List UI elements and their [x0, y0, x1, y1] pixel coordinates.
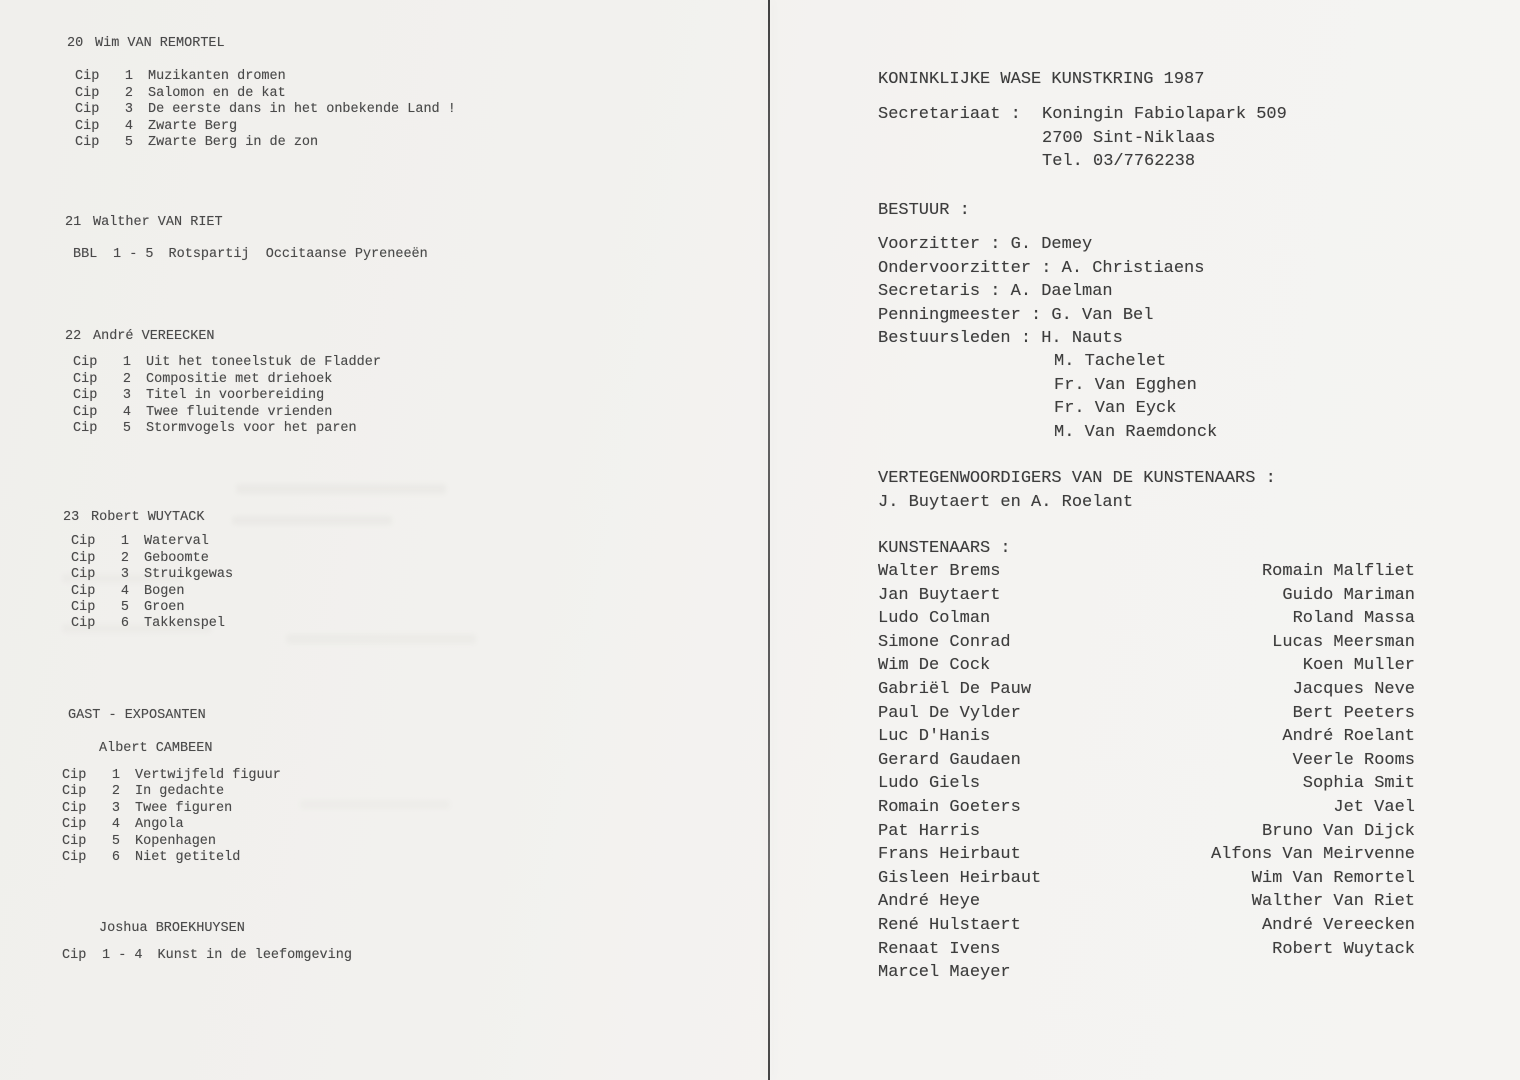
work-number: 1	[122, 355, 131, 371]
artists-columns	[878, 560, 1415, 985]
work-title: Muzikanten dromen	[148, 69, 286, 85]
bleed-through-smudge	[300, 800, 450, 809]
representatives-names: J. Buytaert en A. Roelant	[878, 493, 1134, 512]
artists-column-right	[1211, 560, 1415, 985]
secretariat-address-line: 2700 Sint-Niklaas	[1042, 128, 1216, 148]
work-number: 2	[120, 550, 129, 566]
work-code: Cip	[62, 948, 87, 963]
artist-number: 23	[63, 510, 80, 525]
work-title: Kunst in de leefomgeving	[157, 948, 352, 963]
work-code: Cip	[75, 85, 100, 101]
artist-section-22	[62, 329, 381, 437]
work-code: Cip	[71, 600, 96, 616]
work-row	[75, 135, 456, 151]
work-code: Cip	[71, 616, 96, 632]
board-member-line: Voorzitter : G. Demey	[878, 235, 1093, 254]
work-number: 1 - 4	[102, 948, 143, 963]
work-code: Cip	[75, 135, 100, 151]
bleed-through-smudge	[286, 634, 476, 644]
work-title: Zwarte Berg	[148, 118, 238, 134]
artist-name: Paul De Vylder	[878, 703, 1021, 723]
artist-name: Luc D'Hanis	[878, 727, 991, 747]
board-member-line: M. Van Raemdonck	[1054, 422, 1218, 442]
artist-name: Gabriël De Pauw	[878, 679, 1032, 699]
work-row	[62, 801, 281, 817]
artist-name: Simone Conrad	[878, 632, 1011, 652]
work-number: 3	[122, 388, 131, 404]
artist-name: Wim De Cock	[878, 656, 991, 676]
work-number: 1	[111, 768, 120, 783]
secretariat-label: Secretariaat :	[878, 105, 1021, 124]
artist-section-20	[64, 36, 456, 151]
artist-name: Frans Heirbaut	[878, 845, 1021, 865]
artist-name: Walter Brems	[878, 562, 1001, 581]
work-title: Struikgewas	[144, 567, 234, 583]
work-row	[73, 405, 381, 421]
work-code: BBL	[73, 247, 98, 263]
artist-section-heading	[67, 36, 456, 52]
work-title: Kopenhagen	[135, 833, 217, 849]
secretariat-address	[1042, 103, 1287, 174]
board-list	[878, 233, 1204, 351]
work-number: 2	[111, 784, 120, 800]
work-code: Cip	[73, 421, 98, 437]
work-row	[62, 948, 352, 964]
work-title: Uit het toneelstuk de Fladder	[146, 355, 381, 371]
board-member-line: M. Tachelet	[1054, 352, 1167, 371]
artist-name: Bruno Van Dijck	[1261, 821, 1415, 841]
work-code: Cip	[62, 833, 87, 849]
board-member-line: Fr. Van Egghen	[1054, 375, 1197, 395]
work-row	[75, 69, 456, 85]
artist-name: Alfons Van Meirvenne	[1210, 845, 1415, 865]
artist-name: Jacques Neve	[1292, 679, 1415, 699]
artist-name: Robert Wuytack	[1272, 939, 1415, 959]
artists-header: KUNSTENAARS :	[878, 539, 1011, 558]
work-title: Waterval	[144, 534, 209, 550]
artist-number: 22	[65, 329, 82, 344]
work-number: 3	[111, 800, 120, 816]
guest-artist-name: Albert CAMBEEN	[99, 741, 213, 756]
right-page	[770, 0, 1520, 1080]
work-title: Vertwijfeld figuur	[135, 768, 281, 783]
work-code: Cip	[71, 550, 96, 566]
artist-name: Lucas Meersman	[1272, 632, 1415, 652]
artist-name: Pat Harris	[878, 821, 981, 841]
work-title: Twee figuren	[135, 800, 233, 816]
work-title: Compositie met driehoek	[146, 371, 333, 387]
work-row	[62, 850, 281, 866]
work-title: Stormvogels voor het paren	[146, 421, 357, 437]
work-title: Angola	[135, 817, 184, 833]
artist-name: Sophia Smit	[1302, 774, 1415, 794]
board-member-line: Ondervoorzitter : A. Christiaens	[878, 258, 1205, 278]
work-code: Cip	[62, 800, 87, 816]
work-row	[75, 86, 456, 102]
work-number: 1 - 5	[113, 247, 154, 263]
work-row	[73, 247, 428, 263]
work-number: 1	[124, 69, 133, 85]
work-code: Cip	[75, 102, 100, 118]
artist-name: Veerle Rooms	[1292, 750, 1415, 770]
board-member-line: Penningmeester : G. Van Bel	[878, 305, 1154, 325]
bleed-through-smudge	[62, 624, 212, 633]
artist-name: Walther VAN RIET	[93, 215, 223, 230]
works-list	[75, 69, 456, 151]
artist-name: Roland Massa	[1292, 609, 1415, 629]
artist-name: André VEREECKEN	[93, 329, 215, 344]
board-member-line: Fr. Van Eyck	[1054, 399, 1177, 419]
artist-name: Robert WUYTACK	[91, 510, 205, 525]
artist-section-heading	[65, 215, 428, 231]
artist-name: Romain Goeters	[878, 797, 1021, 817]
artist-name: Gisleen Heirbaut	[878, 868, 1042, 888]
work-number: 2	[124, 85, 133, 101]
secretariat-block	[878, 103, 1287, 174]
work-code: Cip	[71, 583, 96, 599]
work-code: Cip	[62, 850, 87, 866]
work-number: 4	[120, 583, 129, 599]
work-title: Salomon en de kat	[148, 85, 286, 101]
artist-number: 20	[67, 36, 84, 51]
work-title: Titel in voorbereiding	[146, 388, 325, 404]
work-row	[71, 534, 233, 550]
work-row	[71, 600, 233, 616]
artist-number: 21	[65, 215, 82, 230]
work-code: Cip	[62, 784, 87, 800]
works-list	[73, 355, 381, 437]
work-row	[75, 102, 456, 118]
bleed-through-smudge	[236, 484, 446, 494]
artist-name: Jet Vael	[1333, 797, 1415, 817]
artist-name: Ludo Colman	[878, 609, 991, 629]
board-member-line: Bestuursleden : H. Nauts	[878, 329, 1123, 349]
work-code: Cip	[71, 567, 96, 583]
work-row	[73, 355, 381, 371]
work-number: 4	[111, 817, 120, 833]
works-list	[62, 768, 281, 866]
work-title: Takkenspel	[144, 616, 226, 632]
work-row	[73, 372, 381, 388]
work-number: 3	[120, 567, 129, 583]
artist-section-23	[60, 510, 233, 633]
work-title: Twee fluitende vrienden	[146, 404, 333, 420]
work-number: 5	[124, 135, 133, 151]
artist-section-21	[62, 215, 428, 264]
work-code: Cip	[75, 69, 100, 85]
work-row	[73, 388, 381, 404]
bleed-through-smudge	[62, 574, 182, 583]
artist-name: Wim VAN REMORTEL	[95, 36, 225, 51]
artist-name: Koen Muller	[1302, 656, 1415, 676]
work-code: Cip	[62, 768, 87, 783]
artists-column-left	[878, 560, 1041, 985]
work-title: Zwarte Berg in de zon	[148, 135, 319, 151]
artist-name: André Vereecken	[1261, 915, 1415, 935]
work-code: Cip	[75, 118, 100, 134]
artist-name: Marcel Maeyer	[878, 963, 1011, 983]
work-code: Cip	[73, 404, 98, 420]
work-code: Cip	[73, 371, 98, 387]
work-number: 5	[111, 833, 120, 849]
board-header: BESTUUR :	[878, 201, 970, 220]
representatives-header: VERTEGENWOORDIGERS VAN DE KUNSTENAARS :	[878, 469, 1276, 488]
work-row	[73, 421, 381, 437]
work-title: Niet getiteld	[135, 850, 241, 866]
artist-name: Bert Peeters	[1292, 703, 1415, 723]
bleed-through-smudge	[232, 516, 392, 525]
guest-artist-name: Joshua BROEKHUYSEN	[99, 921, 245, 936]
artist-section-heading	[65, 329, 381, 345]
work-row	[62, 817, 281, 833]
artist-name: Jan Buytaert	[878, 585, 1001, 605]
work-number: 3	[124, 102, 133, 118]
artist-name: Guido Mariman	[1282, 585, 1415, 605]
work-number: 5	[120, 600, 129, 616]
artist-name: Wim Van Remortel	[1251, 868, 1415, 888]
artist-name: Ludo Giels	[878, 774, 981, 794]
artist-name: René Hulstaert	[878, 915, 1021, 935]
work-row	[62, 784, 281, 800]
work-row	[62, 834, 281, 850]
work-row	[71, 584, 233, 600]
work-number: 6	[111, 850, 120, 866]
work-title: Geboomte	[144, 550, 209, 566]
work-code: Cip	[71, 534, 96, 550]
work-title: De eerste dans in het onbekende Land !	[148, 102, 456, 118]
artist-name: Gerard Gaudaen	[878, 750, 1021, 770]
works-list	[71, 534, 233, 632]
work-code: Cip	[62, 817, 87, 833]
work-row	[62, 768, 281, 784]
work-number: 4	[122, 404, 131, 420]
works-list	[73, 247, 428, 263]
board-members-extra-list	[1054, 350, 1217, 444]
work-number: 6	[120, 616, 129, 632]
work-number: 4	[124, 118, 133, 134]
works-list	[62, 948, 352, 964]
artist-name: Romain Malfliet	[1261, 562, 1415, 581]
page-title: KONINKLIJKE WASE KUNSTKRING 1987	[878, 70, 1205, 89]
work-title: Rotspartij Occitaanse Pyreneeën	[168, 247, 428, 263]
work-row	[75, 119, 456, 135]
artist-name: André Roelant	[1282, 727, 1415, 747]
artist-name: Walther Van Riet	[1251, 892, 1415, 912]
guest-exhibitors-header: GAST - EXPOSANTEN	[68, 708, 206, 723]
secretariat-address-line: Tel. 03/7762238	[1042, 152, 1196, 172]
work-title: In gedachte	[135, 784, 225, 800]
work-code: Cip	[73, 355, 98, 371]
artist-name: Renaat Ivens	[878, 939, 1001, 959]
work-number: 5	[122, 421, 131, 437]
work-number: 1	[120, 534, 129, 550]
work-code: Cip	[73, 388, 98, 404]
work-row	[71, 551, 233, 567]
artist-section-heading	[63, 510, 233, 526]
work-title: Groen	[144, 600, 185, 616]
secretariat-address-line: Koningin Fabiolapark 509	[1042, 105, 1287, 124]
board-member-line: Secretaris : A. Daelman	[878, 282, 1113, 302]
artist-name: André Heye	[878, 892, 981, 912]
work-number: 2	[122, 371, 131, 387]
work-title: Bogen	[144, 583, 185, 599]
